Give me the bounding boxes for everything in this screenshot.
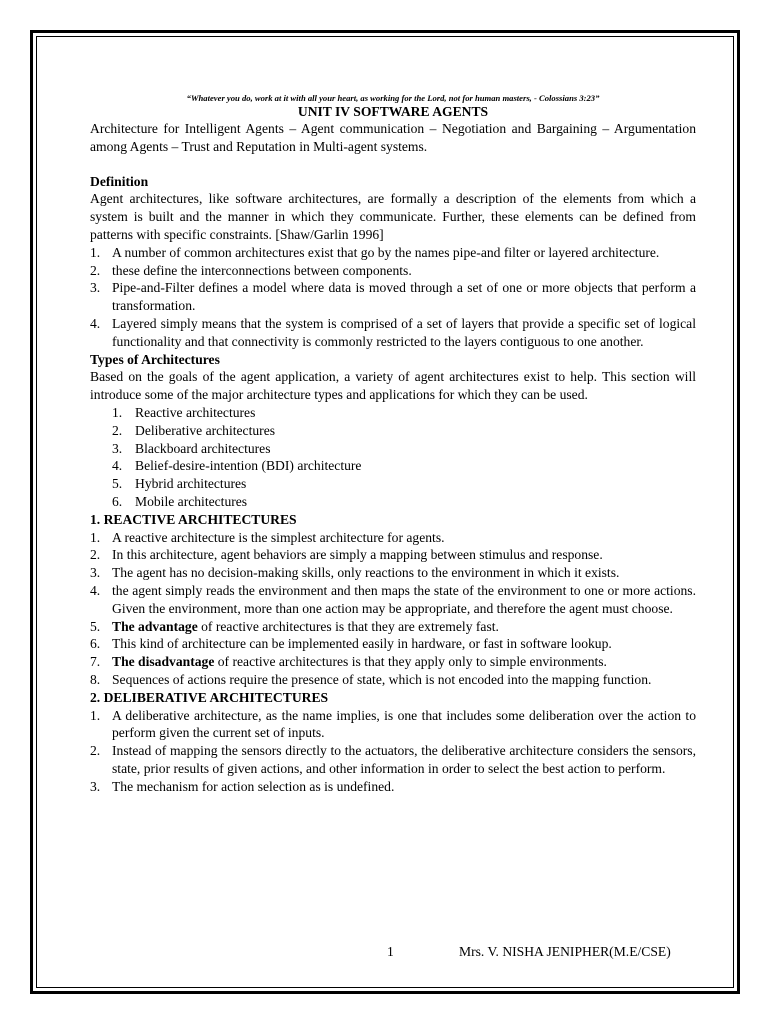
- list-item: 4. Belief-desire-intention (BDI) architecture: [112, 458, 362, 474]
- unit-title: UNIT IV SOFTWARE AGENTS: [297, 104, 489, 119]
- definition-heading: Definition: [90, 173, 149, 189]
- definition-list: [90, 244, 696, 351]
- reactive-list: [90, 529, 696, 689]
- list-item: 3. Blackboard architectures: [112, 440, 271, 456]
- list-item: 5. The advantage of reactive architectures is that they are extremely fast.: [90, 618, 499, 634]
- author-name: Mrs. V. NISHA JENIPHER(M.E/CSE): [459, 944, 671, 959]
- reactive-heading: 1. REACTIVE ARCHITECTURES: [90, 511, 297, 527]
- list-item: 5. Hybrid architectures: [112, 476, 247, 492]
- deliberative-list: [90, 707, 696, 796]
- types-text: Based on the goals of the agent application, a variety of agent architectures exist to help. This section will introduce some of the major architecture types and applications for which they can be used.: [90, 369, 696, 403]
- deliberative-heading: 2. DELIBERATIVE ARCHITECTURES: [90, 689, 329, 705]
- list-item: 1. A number of common architectures exist that go by the names pipe-and filter or layered architecture.: [90, 244, 660, 260]
- disadvantage-label: The disadvantage: [112, 654, 215, 670]
- list-item: 7. The disadvantage of reactive architectures is that they apply only to simple environments.: [90, 654, 607, 670]
- list-item: 2. these define the interconnections between components.: [90, 262, 412, 278]
- list-item: 3. The mechanism for action selection as is undefined.: [90, 778, 395, 794]
- list-item: 6. Mobile architectures: [112, 493, 248, 509]
- list-item: 3. The agent has no decision-making skills, only reactions to the environment in which it exists.: [90, 565, 620, 581]
- list-item: 1. Reactive architectures: [112, 404, 256, 420]
- list-item: 2. In this architecture, agent behaviors are simply a mapping between stimulus and response.: [90, 547, 603, 563]
- list-item: 2. Deliberative architectures: [112, 422, 276, 438]
- advantage-label: The advantage: [112, 618, 198, 634]
- types-list: [90, 404, 696, 511]
- list-item: 2. Instead of mapping the sensors directly to the actuators, the deliberative architecture considers the sensors, state, prior results of given actions, and other information in order to select the best action to perform.: [90, 743, 696, 776]
- definition-text: Agent architectures, like software architectures, are formally a description of the elements from which a system is built and the manner in which they communicate. Further, these elements can be defined from patterns with specific constraints. [Shaw/Garlin 1996]: [90, 191, 696, 242]
- list-item: 4. the agent simply reads the environment and then maps the state of the environment to one or more actions. Given the environment, more than one action may be appropriate, and therefore the agent must choose.: [90, 582, 696, 616]
- bible-quote: “Whatever you do, work at it with all your heart, as working for the Lord, not for human masters, - Colossians 3:23”: [186, 93, 600, 103]
- list-item: 6. This kind of architecture can be implemented easily in hardware, or fast in software lookup.: [90, 636, 612, 652]
- page-number: 1: [387, 944, 394, 959]
- list-item: 3. Pipe-and-Filter defines a model where data is moved through a set of one or more objects that perform a transformation.: [90, 280, 696, 314]
- page-content: [90, 92, 696, 795]
- list-item: 4. Layered simply means that the system is comprised of a set of layers that provide a specific set of logical functionality and that connectivity is commonly restricted to the layers contiguous to one another.: [90, 315, 696, 349]
- list-item: 1. A deliberative architecture, as the name implies, is one that includes some deliberation over the action to perform given the current set of inputs.: [90, 707, 696, 741]
- types-heading: Types of Architectures: [90, 351, 220, 367]
- list-item: 1. A reactive architecture is the simplest architecture for agents.: [90, 529, 445, 545]
- list-item: 8. Sequences of actions require the presence of state, which is not encoded into the mapping function.: [90, 671, 652, 687]
- syllabus-intro: Architecture for Intelligent Agents – Agent communication – Negotiation and Bargaining – Argumentation among Agents – Trust and Reputation in Multi-agent systems.: [90, 121, 696, 154]
